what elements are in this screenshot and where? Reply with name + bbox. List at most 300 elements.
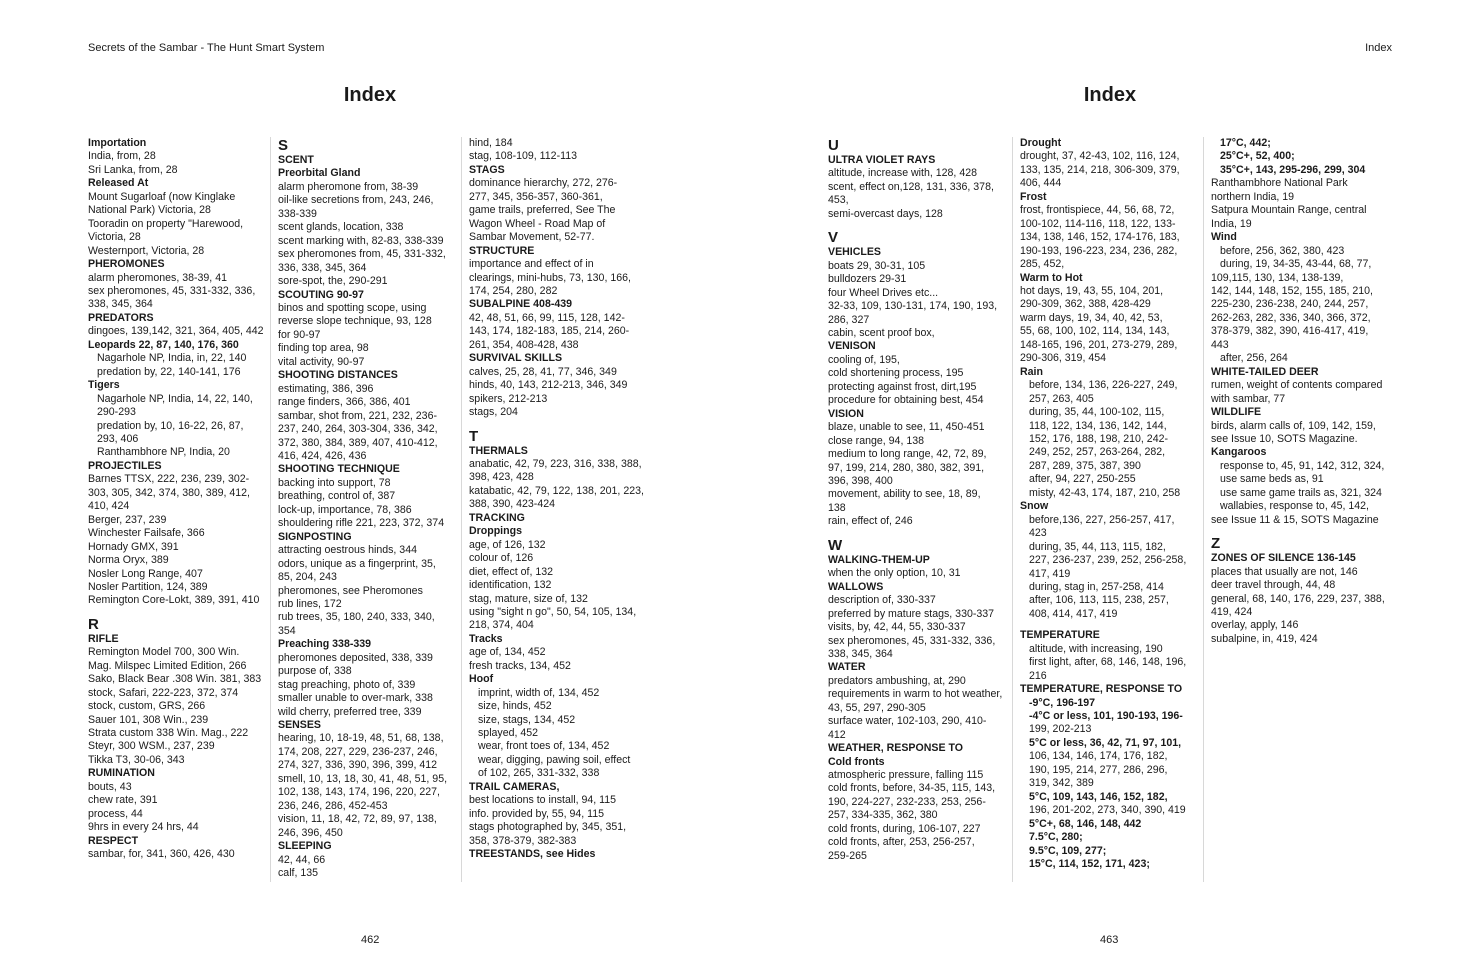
index-entry: splayed, 452	[478, 727, 539, 740]
index-entry: for 90-97	[278, 328, 321, 341]
index-entry: 408, 414, 417, 419	[1029, 607, 1118, 620]
index-entry: binos and spotting scope, using	[278, 301, 427, 314]
index-entry: Tikka T3, 30-06, 343	[88, 753, 185, 766]
index-entry: clearings, mini-hubs, 73, 130, 166,	[469, 271, 631, 284]
index-column	[88, 137, 268, 862]
index-entry: India, 19	[1211, 217, 1252, 230]
index-entry: Barnes TTSX, 222, 236, 239, 302-	[88, 473, 250, 486]
index-entry: surface water, 102-103, 290, 410-	[828, 715, 987, 728]
index-entry: during, 19, 34-35, 43-44, 68, 77,	[1220, 258, 1372, 271]
index-entry: scent glands, location, 338	[278, 221, 404, 234]
index-entry: cold fronts, before, 34-35, 115, 143,	[828, 782, 996, 795]
index-entry: 85, 204, 243	[278, 571, 337, 584]
index-entry: identification, 132	[469, 579, 552, 592]
index-entry: vision, 11, 18, 42, 72, 89, 97, 138,	[278, 813, 437, 826]
index-heading: Wind	[1211, 231, 1237, 244]
index-entry: 190-193, 196-223, 234, 236, 282,	[1020, 244, 1178, 257]
index-entry: oil-like secretions from, 243, 246,	[278, 194, 434, 207]
index-heading: RESPECT	[88, 834, 139, 847]
page-number: 463	[1100, 934, 1119, 946]
index-entry: 9hrs in every 24 hrs, 44	[88, 821, 199, 834]
index-entry: Hornady GMX, 391	[88, 540, 179, 553]
index-entry: 453,	[828, 194, 849, 207]
index-entry: 42, 44, 66	[278, 853, 326, 866]
index-entry: blaze, unable to see, 11, 450-451	[828, 421, 985, 434]
index-heading: Snow	[1020, 500, 1049, 513]
index-entry: 319, 342, 389	[1029, 777, 1094, 790]
index-entry: general, 68, 140, 176, 229, 237, 388,	[1211, 592, 1385, 605]
index-entry: 133, 135, 214, 218, 306-309, 379,	[1020, 163, 1180, 176]
index-entry: age of, 134, 452	[469, 646, 546, 659]
index-entry: 138	[828, 501, 846, 514]
index-heading: 35°C+, 143, 295-296, 299, 304	[1220, 163, 1366, 176]
index-entry: calves, 25, 28, 41, 77, 346, 349	[469, 365, 617, 378]
index-entry: 262-263, 282, 336, 340, 366, 372,	[1211, 311, 1371, 324]
index-entry: game trails, preferred, See The	[469, 204, 616, 217]
index-entry: 396, 398, 400	[828, 474, 893, 487]
index-entry: preferred by mature stags, 330-337	[828, 607, 995, 620]
section-letter: S	[278, 137, 289, 154]
index-entry: see Issue 10, SOTS Magazine.	[1211, 432, 1358, 445]
index-entry: katabatic, 42, 79, 122, 138, 201, 223,	[469, 484, 644, 497]
index-entry: before, 134, 136, 226-227, 249,	[1029, 379, 1178, 392]
index-entry: Mount Sugarloaf (now Kinglake	[88, 190, 236, 203]
index-entry: dominance hierarchy, 272, 276-	[469, 177, 618, 190]
index-entry: stag preaching, photo of, 339	[278, 678, 416, 691]
index-entry: National Park) Victoria, 28	[88, 204, 211, 217]
index-heading: Frost	[1020, 190, 1047, 203]
index-heading: WALKING-THEM-UP	[828, 553, 930, 566]
index-entry: altitude, with increasing, 190	[1029, 642, 1163, 655]
index-entry: alarm pheromones, 38-39, 41	[88, 271, 227, 284]
index-entry: places that usually are not, 146	[1211, 565, 1358, 578]
index-heading: 5°C+, 68, 146, 148, 442	[1029, 817, 1142, 830]
index-entry: 419, 424	[1211, 605, 1253, 618]
index-entry: 32-33, 109, 130-131, 174, 190, 193,	[828, 300, 998, 313]
index-entry: predation by, 22, 140-141, 176	[97, 365, 241, 378]
index-entry: 336, 338, 345, 364	[278, 261, 367, 274]
index-heading: Rain	[1020, 365, 1043, 378]
index-entry: 196, 201-202, 273, 340, 390, 419	[1029, 804, 1186, 817]
index-entry: importance and effect of in	[469, 258, 594, 271]
index-heading: SHOOTING DISTANCES	[278, 369, 398, 382]
index-entry: close range, 94, 138	[828, 434, 925, 447]
index-entry: 259-265	[828, 849, 867, 862]
index-entry: Nagarhole NP, India, 14, 22, 140,	[97, 392, 253, 405]
index-entry: drought, 37, 42-43, 102, 116, 124,	[1020, 150, 1180, 163]
index-entry: size, hinds, 452	[478, 700, 552, 713]
index-entry: hot days, 19, 43, 55, 104, 201,	[1020, 284, 1164, 297]
index-entry: wild cherry, preferred tree, 339	[278, 705, 422, 718]
section-gap	[828, 529, 1006, 537]
index-entry: dingoes, 139,142, 321, 364, 405, 442	[88, 325, 264, 338]
index-heading: RUMINATION	[88, 767, 155, 780]
index-entry: birds, alarm calls of, 109, 142, 159,	[1211, 419, 1376, 432]
index-heading: THERMALS	[469, 444, 528, 457]
index-entry: 290-293	[97, 406, 136, 419]
index-entry: India, from, 28	[88, 150, 156, 163]
index-entry: Berger, 237, 239	[88, 513, 167, 526]
index-heading: ZONES OF SILENCE 136-145	[1211, 552, 1356, 565]
index-heading: VEHICLES	[828, 246, 881, 259]
index-entry: 109,115, 130, 134, 138-139,	[1211, 271, 1344, 284]
section-letter: Z	[1211, 535, 1221, 553]
index-entry: rub lines, 172	[278, 597, 342, 610]
index-entry: cold shortening process, 195	[828, 367, 964, 380]
index-entry: predators ambushing, at, 290	[828, 674, 966, 687]
index-entry: predation by, 10, 16-22, 26, 87,	[97, 419, 244, 432]
index-entry: boats 29, 30-31, 105	[828, 259, 926, 272]
index-entry: when the only option, 10, 31	[828, 567, 961, 580]
index-heading: 15°C, 114, 152, 171, 423;	[1029, 858, 1150, 871]
index-entry: Nagarhole NP, India, in, 22, 140	[97, 352, 247, 365]
index-entry: 236, 246, 286, 452-453	[278, 799, 388, 812]
index-heading: WILDLIFE	[1211, 406, 1262, 419]
index-heading: WATER	[828, 661, 866, 674]
index-entry: stock, custom, GRS, 266	[88, 700, 206, 713]
index-entry: sambar, shot from, 221, 232, 236-	[278, 409, 437, 422]
index-entry: stags, 204	[469, 406, 518, 419]
index-entry: Victoria, 28	[88, 231, 141, 244]
index-entry: lock-up, importance, 78, 386	[278, 503, 412, 516]
section-letter: R	[88, 615, 99, 633]
index-entry: 97, 199, 214, 280, 380, 382, 391,	[828, 461, 985, 474]
index-entry: 416, 424, 426, 436	[278, 449, 367, 462]
index-entry: 274, 327, 336, 390, 396, 399, 412	[278, 759, 438, 772]
index-entry: Sako, Black Bear .308 Win. 381, 383	[88, 673, 262, 686]
index-entry: 249, 252, 257, 263-264, 282,	[1029, 446, 1166, 459]
index-entry: 257, 263, 405	[1029, 392, 1094, 405]
index-entry: calf, 135	[278, 867, 319, 880]
index-heading: Warm to Hot	[1020, 271, 1083, 284]
running-head: Index	[1365, 42, 1392, 54]
index-entry: subalpine, in, 419, 424	[1211, 632, 1318, 645]
index-heading: Leopards 22, 87, 140, 176, 360	[88, 338, 239, 351]
running-head: Secrets of the Sambar - The Hunt Smart System	[88, 42, 325, 54]
index-heading: STRUCTURE	[469, 244, 535, 257]
index-entry: sex pheromones, 45, 331-332, 336,	[828, 634, 996, 647]
index-heading: 9.5°C, 109, 277;	[1029, 844, 1107, 857]
index-entry: deer travel through, 44, 48	[1211, 579, 1336, 592]
index-entry: use same game trails as, 321, 324	[1220, 486, 1382, 499]
index-entry: Ranthambhore National Park	[1211, 177, 1348, 190]
index-heading: Cold fronts	[828, 755, 885, 768]
index-entry: best locations to install, 94, 115	[469, 794, 617, 807]
index-entry: 388, 390, 423-424	[469, 498, 556, 511]
index-entry: Satpura Mountain Range, central	[1211, 204, 1367, 217]
page-title: Index	[1083, 84, 1137, 106]
index-entry: warm days, 19, 34, 40, 42, 53,	[1020, 311, 1163, 324]
page-number: 462	[361, 934, 380, 946]
index-entry: wallabies, response to, 45, 142,	[1220, 500, 1369, 513]
index-heading: SENSES	[278, 719, 321, 732]
index-entry: requirements in warm to hot weather,	[828, 688, 1003, 701]
index-heading: Preaching 338-339	[278, 638, 372, 651]
index-entry: 277, 345, 356-357, 360-361,	[469, 190, 603, 203]
index-heading: STAGS	[469, 163, 505, 176]
index-entry: 174, 208, 227, 229, 236-237, 246,	[278, 745, 438, 758]
index-column	[461, 137, 651, 882]
index-entry: 227, 236-237, 239, 252, 256-258,	[1029, 554, 1187, 567]
index-entry: 417, 419	[1029, 567, 1071, 580]
index-entry: during, 35, 44, 100-102, 115,	[1029, 406, 1165, 419]
index-entry: info. provided by, 55, 94, 115	[469, 807, 605, 820]
index-entry: 118, 122, 134, 136, 142, 144,	[1029, 419, 1167, 432]
index-entry: procedure for obtaining best, 454	[828, 394, 984, 407]
index-heading: PREDATORS	[88, 311, 154, 324]
index-entry: 286, 327	[828, 313, 870, 326]
section-letter: T	[469, 427, 479, 445]
index-entry: sex pheromones from, 45, 331-332,	[278, 248, 446, 261]
index-entry: 216	[1029, 669, 1047, 682]
index-heading: SHOOTING TECHNIQUE	[278, 463, 400, 476]
index-column	[1012, 137, 1204, 882]
index-heading: Tigers	[88, 379, 120, 392]
index-heading: TEMPERATURE	[1020, 629, 1100, 642]
index-entry: four Wheel Drives etc...	[828, 286, 939, 299]
index-entry: sex pheromones, 45, 331-332, 336,	[88, 284, 256, 297]
index-entry: after, 256, 264	[1220, 352, 1288, 365]
index-entry: 190, 195, 214, 277, 286, 296,	[1029, 763, 1168, 776]
index-entry: 106, 134, 146, 174, 176, 182,	[1029, 750, 1168, 763]
index-entry: cooling of, 195,	[828, 353, 900, 366]
index-heading: Tracks	[469, 632, 503, 645]
index-entry: age, of 126, 132	[469, 538, 546, 551]
index-entry: bulldozers 29-31	[828, 273, 907, 286]
index-entry: use same beds as, 91	[1220, 473, 1324, 486]
index-entry: 303, 305, 342, 374, 380, 389, 412,	[88, 486, 250, 499]
index-entry: 102, 138, 143, 174, 196, 220, 227,	[278, 786, 440, 799]
index-heading: Importation	[88, 137, 147, 149]
index-entry: pheromones deposited, 338, 339	[278, 651, 433, 664]
index-entry: hearing, 10, 18-19, 48, 51, 68, 138,	[278, 732, 444, 745]
index-entry: before, 256, 362, 380, 423	[1220, 244, 1345, 257]
index-entry: process, 44	[88, 807, 143, 820]
index-entry: 354	[278, 624, 296, 637]
index-entry: Mag. Milspec Limited Edition, 266	[88, 659, 247, 672]
section-letter: U	[828, 137, 839, 154]
index-heading: VENISON	[828, 340, 876, 353]
index-entry: wear, digging, pawing soil, effect	[478, 753, 631, 766]
index-heading: TREESTANDS, see Hides	[469, 848, 596, 861]
index-entry: Ranthambhore NP, India, 20	[97, 446, 230, 459]
index-entry: smell, 10, 13, 18, 30, 41, 48, 51, 95,	[278, 772, 448, 785]
index-heading: SURVIVAL SKILLS	[469, 352, 563, 365]
index-entry: altitude, increase with, 128, 428	[828, 167, 977, 180]
index-heading: 25°C+, 52, 400;	[1220, 150, 1295, 163]
index-entry: scent marking with, 82-83, 338-339	[278, 234, 444, 247]
index-entry: 358, 378-379, 382-383	[469, 834, 577, 847]
index-entry: Westernport, Victoria, 28	[88, 244, 205, 257]
index-entry: shouldering rifle 221, 223, 372, 374	[278, 517, 445, 530]
index-entry: 148-165, 196, 201, 273-279, 289,	[1020, 338, 1178, 351]
index-entry: 410, 424	[88, 500, 130, 513]
index-entry: sambar, for, 341, 360, 426, 430	[88, 848, 235, 861]
index-entry: 42, 48, 51, 66, 99, 115, 128, 142-	[469, 311, 625, 324]
index-entry: stag, 108-109, 112-113	[469, 150, 577, 163]
index-entry: description of, 330-337	[828, 594, 936, 607]
index-entry: colour of, 126	[469, 552, 534, 565]
index-entry: scent, effect on,128, 131, 336, 378,	[828, 180, 994, 193]
index-heading: Hoof	[469, 673, 494, 686]
index-heading: ULTRA VIOLET RAYS	[828, 154, 936, 166]
index-entry: 338, 345, 364	[828, 647, 893, 660]
index-entry: 412	[828, 728, 846, 741]
index-heading: SCOUTING 90-97	[278, 288, 364, 301]
index-entry: 100-102, 114-116, 118, 122, 133-	[1020, 217, 1176, 230]
index-entry: protecting against frost, dirt,195	[828, 380, 977, 393]
index-entry: movement, ability to see, 18, 89,	[828, 488, 981, 501]
index-entry: Steyr, 300 WSM., 237, 239	[88, 740, 215, 753]
index-heading: TRAIL CAMERAS,	[469, 780, 560, 793]
index-entry: Nosler Long Range, 407	[88, 567, 203, 580]
index-heading: VISION	[828, 407, 864, 420]
index-heading: TRACKING	[469, 511, 525, 524]
index-entry: 257, 334-335, 362, 380	[828, 809, 938, 822]
index-entry: Remington Core-Lokt, 389, 391, 410	[88, 594, 260, 607]
index-entry: northern India, 19	[1211, 190, 1295, 203]
index-entry: 218, 374, 404	[469, 619, 534, 632]
index-heading: Preorbital Gland	[278, 167, 361, 180]
index-entry: imprint, width of, 134, 452	[478, 686, 600, 699]
index-entry: 293, 406	[97, 432, 139, 445]
index-entry: 199, 202-213	[1029, 723, 1092, 736]
index-entry: first light, after, 68, 146, 148, 196,	[1029, 656, 1187, 669]
index-entry: bouts, 43	[88, 780, 132, 793]
index-column	[1203, 137, 1403, 882]
index-entry: sore-spot, the, 290-291	[278, 275, 388, 288]
index-heading: WALLOWS	[828, 580, 884, 593]
index-entry: 152, 176, 188, 198, 210, 242-	[1029, 432, 1169, 445]
index-heading: TEMPERATURE, RESPONSE TO	[1020, 683, 1183, 696]
index-entry: 423	[1029, 527, 1047, 540]
index-entry: see Issue 11 & 15, SOTS Magazine	[1211, 513, 1379, 526]
index-heading: Released At	[88, 177, 149, 190]
index-entry: purpose of, 338	[278, 665, 352, 678]
index-entry: 338, 345, 364	[88, 298, 153, 311]
index-heading: -4°C or less, 101, 190-193, 196-	[1029, 710, 1183, 723]
index-entry: 134, 138, 146, 152, 174-176, 183,	[1020, 231, 1180, 244]
index-entry: 287, 289, 375, 387, 390	[1029, 459, 1141, 472]
index-entry: fresh tracks, 134, 452	[469, 659, 571, 672]
index-heading: -9°C, 196-197	[1029, 696, 1096, 709]
index-heading: Drought	[1020, 137, 1062, 149]
index-entry: visits, by, 42, 44, 55, 330-337	[828, 621, 966, 634]
section-gap	[828, 221, 1006, 229]
index-entry: estimating, 386, 396	[278, 382, 374, 395]
index-entry: 174, 254, 280, 282	[469, 284, 558, 297]
index-entry: atmospheric pressure, falling 115	[828, 769, 984, 782]
index-entry: 261, 354, 408-428, 438	[469, 338, 579, 351]
section-gap	[88, 608, 268, 616]
index-entry: Norma Oryx, 389	[88, 554, 169, 567]
index-entry: 55, 68, 100, 102, 114, 134, 143,	[1020, 325, 1170, 338]
index-heading: WEATHER, RESPONSE TO	[828, 742, 963, 755]
index-entry: chew rate, 391	[88, 794, 158, 807]
index-entry: 398, 423, 428	[469, 471, 534, 484]
index-heading: SUBALPINE 408-439	[469, 298, 573, 311]
index-entry: response to, 45, 91, 142, 312, 324,	[1220, 459, 1385, 472]
index-entry: using "sight n go", 50, 54, 105, 134,	[469, 605, 637, 618]
section-gap	[469, 420, 651, 428]
index-entry: reverse slope technique, 93, 128	[278, 315, 432, 328]
index-entry: finding top area, 98	[278, 342, 369, 355]
index-entry: Tooradin on property "Harewood,	[88, 217, 244, 230]
index-entry: semi-overcast days, 128	[828, 207, 943, 220]
index-entry: 290-309, 362, 388, 428-429	[1020, 298, 1151, 311]
index-entry: rumen, weight of contents compared	[1211, 379, 1383, 392]
index-entry: anabatic, 42, 79, 223, 316, 338, 388,	[469, 457, 642, 470]
index-heading: SIGNPOSTING	[278, 530, 352, 543]
index-entry: Nosler Partition, 124, 389	[88, 580, 208, 593]
index-heading: SCENT	[278, 154, 314, 166]
index-entry: 43, 55, 297, 290-305	[828, 701, 926, 714]
index-entry: range finders, 366, 386, 401	[278, 396, 411, 409]
index-heading: SLEEPING	[278, 840, 332, 853]
index-entry: 142, 144, 148, 152, 155, 185, 210,	[1211, 284, 1373, 297]
index-entry: Sauer 101, 308 Win., 239	[88, 713, 209, 726]
index-entry: stags photographed by, 345, 351,	[469, 821, 627, 834]
index-entry: 372, 380, 384, 389, 407, 410-412,	[278, 436, 438, 449]
index-entry: of 102, 265, 331-332, 338	[478, 767, 600, 780]
index-entry: before,136, 227, 256-257, 417,	[1029, 513, 1175, 526]
index-entry: 378-379, 382, 390, 416-417, 419,	[1211, 325, 1369, 338]
index-entry: attracting oestrous hinds, 344	[278, 544, 417, 557]
index-entry: cold fronts, after, 253, 256-257,	[828, 836, 975, 849]
index-entry: 237, 240, 264, 303-304, 336, 342,	[278, 423, 438, 436]
index-entry: medium to long range, 42, 72, 89,	[828, 448, 987, 461]
index-entry: Strata custom 338 Win. Mag., 222	[88, 727, 249, 740]
index-heading: PROJECTILES	[88, 459, 162, 472]
index-entry: breathing, control of, 387	[278, 490, 396, 503]
index-heading: Droppings	[469, 525, 522, 538]
index-entry: odors, unique as a fingerprint, 35,	[278, 557, 436, 570]
index-entry: spikers, 212-213	[469, 392, 548, 405]
index-entry: vital activity, 90-97	[278, 355, 365, 368]
index-entry: after, 94, 227, 250-255	[1029, 473, 1136, 486]
index-heading: 17°C, 442;	[1220, 137, 1271, 149]
index-entry: pheromones, see Pheromones	[278, 584, 423, 597]
index-heading: 5°C, 109, 143, 146, 152, 182,	[1029, 790, 1168, 803]
index-entry: hind, 184	[469, 137, 513, 149]
index-entry: Sambar Movement, 52-77.	[469, 231, 595, 244]
index-entry: stag, mature, size of, 132	[469, 592, 588, 605]
right-page	[740, 0, 1480, 969]
index-entry: during, 35, 44, 113, 115, 182,	[1029, 540, 1166, 553]
index-heading: Kangaroos	[1211, 446, 1267, 459]
index-entry: diet, effect of, 132	[469, 565, 554, 578]
index-entry: 290-306, 319, 454	[1020, 352, 1107, 365]
index-entry: hinds, 40, 143, 212-213, 346, 349	[469, 379, 628, 392]
index-entry: Sri Lanka, from, 28	[88, 163, 178, 176]
index-column	[270, 137, 456, 882]
section-letter: W	[828, 536, 843, 554]
index-entry: Remington Model 700, 300 Win.	[88, 646, 240, 659]
index-entry: stock, Safari, 222-223, 372, 374	[88, 686, 239, 699]
index-entry: 190, 224-227, 232-233, 253, 256-	[828, 795, 986, 808]
index-entry: frost, frontispiece, 44, 56, 68, 72,	[1020, 204, 1175, 217]
section-gap	[1211, 527, 1403, 535]
page-title: Index	[343, 84, 397, 106]
index-entry: during, stag in, 257-258, 414	[1029, 580, 1164, 593]
index-heading: RIFLE	[88, 632, 119, 645]
section-gap	[1020, 621, 1204, 629]
index-entry: wear, front toes of, 134, 452	[478, 740, 610, 753]
index-entry: after, 106, 113, 115, 238, 257,	[1029, 594, 1169, 607]
index-entry: rain, effect of, 246	[828, 515, 913, 528]
index-entry: 246, 396, 450	[278, 826, 343, 839]
index-entry: overlay, apply, 146	[1211, 619, 1299, 632]
